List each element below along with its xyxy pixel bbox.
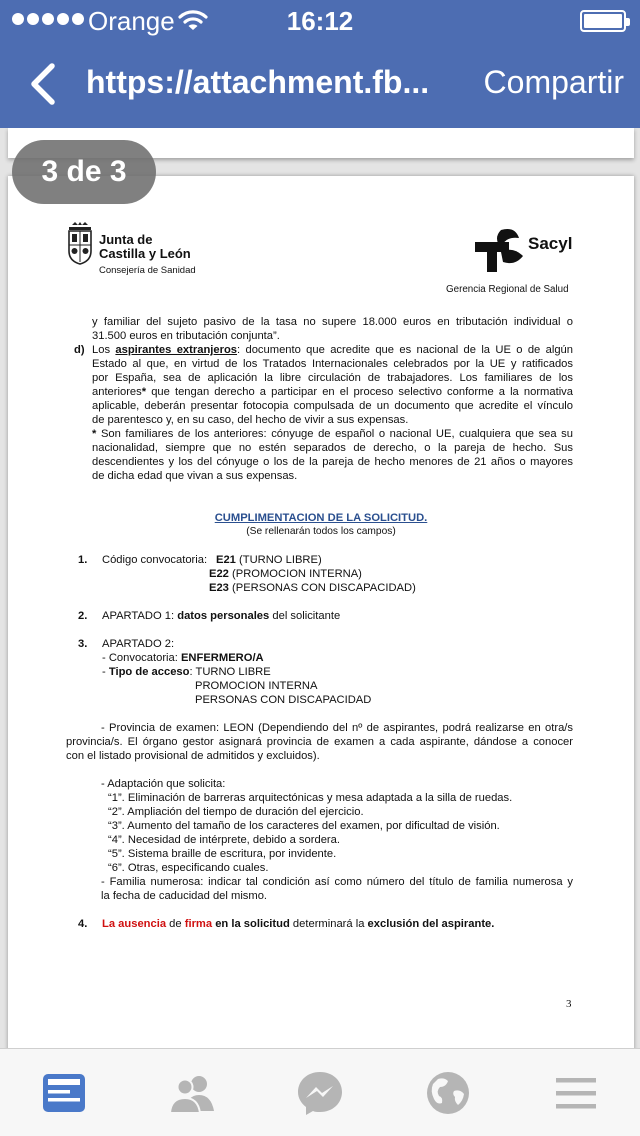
document-viewer[interactable] — [0, 128, 640, 1048]
paragraph-line: de dicha edad que vivan a sus expensas. — [92, 470, 298, 482]
item-number: 2. — [78, 610, 88, 622]
adaptacion-option: “4”. Necesidad de intérprete, debido a sordera. — [108, 834, 340, 846]
text-fragment: : TURNO LIBRE — [189, 666, 271, 678]
text-fragment: - — [102, 666, 109, 678]
paragraph-line: descendientes y los del cónyuge o los de la pareja de hecho menores de 21 años o mayores — [92, 456, 573, 468]
globe-icon[interactable] — [424, 1069, 472, 1117]
adaptacion-heading: - Adaptación que solicita: — [101, 778, 226, 790]
text-fragment: La ausencia — [102, 918, 167, 930]
text-fragment: * — [141, 386, 147, 398]
section-title: CUMPLIMENTACION DE LA SOLICITUD. — [214, 512, 428, 524]
item-number: 3. — [78, 638, 88, 650]
back-chevron-icon[interactable] — [24, 60, 64, 108]
code-description: (PERSONAS CON DISCAPACIDAD) — [228, 582, 416, 594]
text-fragment: en la solicitud — [212, 918, 290, 930]
convocatoria-code-line — [216, 554, 322, 566]
adaptacion-option: “6”. Otras, especificando cuales. — [108, 862, 269, 874]
page-counter-badge: 3 de 3 — [12, 140, 156, 204]
clock: 16:12 — [286, 6, 354, 36]
text-fragment: que tengan derecho a participar en el proceso selectivo conforme a la normativa — [146, 386, 573, 398]
paragraph-line: de parentesco y, en su caso, del hecho de vivir a sus expensas. — [92, 414, 409, 426]
adaptacion-option: “5”. Sistema braille de escritura, por invidente. — [108, 848, 337, 860]
navigation-bar — [0, 40, 640, 128]
familia-numerosa-line: la fecha de caducidad del mismo. — [101, 890, 268, 902]
tipo-acceso-option: PROMOCION INTERNA — [195, 680, 318, 692]
text-fragment: determinará la — [289, 918, 368, 930]
text-fragment: - Convocatoria: — [102, 652, 181, 664]
text-fragment: exclusión del aspirante. — [367, 918, 495, 930]
menu-icon[interactable] — [552, 1069, 600, 1117]
convocatoria-code-line — [209, 582, 416, 594]
code: E23 — [209, 582, 229, 594]
gerencia-label: Gerencia Regional de Salud — [446, 284, 569, 295]
coat-of-arms-icon — [66, 221, 94, 265]
text-fragment: : documento que acredite que es nacional de la UE o de algún — [237, 344, 573, 356]
text-fragment: Los — [92, 344, 116, 356]
paragraph-line — [92, 386, 573, 398]
code: E21 — [216, 554, 236, 566]
top-bar — [0, 0, 640, 128]
list-marker: d) — [74, 344, 85, 356]
document-content — [8, 176, 634, 1048]
text-fragment: Tipo de acceso — [108, 666, 190, 678]
battery-icon — [580, 10, 626, 32]
paragraph-line: por España, sea de aplicación la libre circulación de trabajadores. Los familiares de los — [92, 372, 573, 384]
paragraph-line: nacionalidad, siempre que no estén separados de derecho, o la pareja de hecho. Sus — [92, 442, 573, 454]
adaptacion-option: “1”. Eliminación de barreras arquitectónicas y mesa adaptada a la silla de ruedas. — [108, 792, 513, 804]
convocatoria-code-line — [209, 568, 362, 580]
sacyl-logo-text: Sacyl — [528, 234, 573, 253]
text-fragment: APARTADO 1: — [102, 610, 178, 622]
section-subtitle: (Se rellenarán todos los campos) — [246, 526, 396, 537]
intro-line: 31.500 euros en tributación conjunta”. — [92, 330, 280, 342]
adaptacion-option: “2”. Ampliación del tiempo de duración del ejercicio. — [108, 806, 364, 818]
text-fragment: anteriores — [92, 386, 142, 398]
page-number: 3 — [566, 998, 572, 1010]
code-description: (TURNO LIBRE) — [235, 554, 322, 566]
news-feed-icon[interactable] — [40, 1069, 88, 1117]
adaptacion-option: “3”. Aumento del tamaño de los caracteres del examen, por dificultad de visión. — [108, 820, 500, 832]
paragraph-line: aplicable, deberán presentar fotocopia compulsada de un documento que acredite el vínculo — [92, 400, 573, 412]
sacyl-logo-icon — [475, 228, 525, 272]
text-fragment: * — [92, 428, 101, 440]
provincia-line: con el listado provisional de admitidos y excluidos). — [66, 750, 320, 762]
familia-numerosa-line: - Familia numerosa: indicar tal condición así como número del título de familia numerosa y — [101, 876, 573, 888]
text-fragment: de — [166, 918, 185, 930]
item-text — [102, 918, 494, 930]
text-fragment: ENFERMERO/A — [180, 652, 264, 664]
messenger-icon[interactable] — [296, 1069, 344, 1117]
text-fragment: del solicitante — [269, 610, 341, 622]
tipo-acceso-option: PERSONAS CON DISCAPACIDAD — [195, 694, 372, 706]
item-label: Código convocatoria: — [102, 554, 208, 566]
intro-line: y familiar del sujeto pasivo de la tasa no supere 18.000 euros en tributación individual o — [92, 316, 573, 328]
paragraph-line — [92, 428, 573, 440]
text-fragment: firma — [184, 918, 213, 930]
convocatoria-line — [102, 652, 264, 664]
junta-logo-line2: Castilla y León — [99, 246, 191, 261]
item-text — [102, 610, 340, 622]
code: E22 — [209, 568, 229, 580]
consejeria-label: Consejería de Sanidad — [99, 265, 196, 276]
item-number: 4. — [78, 918, 88, 930]
provincia-line: provincia/s. El órgano gestor asignará provincia de examen a cada aspirante, dándose a conocer — [66, 736, 573, 748]
tipo-acceso-line — [102, 666, 271, 678]
junta-logo-line1: Junta de — [99, 232, 153, 247]
paragraph-line — [92, 344, 573, 356]
provincia-line: - Provincia de examen: LEON (Dependiendo del nº de aspirantes, podrá realizarse en otra/s — [101, 722, 573, 734]
code-description: (PROMOCION INTERNA) — [228, 568, 362, 580]
item-heading: APARTADO 2: — [102, 638, 175, 650]
paragraph-line: Estado al que, en virtud de los Tratados Internacionales celebrados por la UE y ratificados — [92, 358, 573, 370]
document-page — [8, 176, 634, 1048]
tab-bar — [0, 1048, 640, 1136]
text-fragment: aspirantes extranjeros — [115, 344, 238, 356]
text-fragment: Son familiares de los anteriores: cónyuge de español o nacional UE, cualquiera que sea su — [100, 428, 573, 440]
carrier-name: Orange — [88, 6, 175, 36]
page-url: https://attachment.fb... — [86, 64, 430, 100]
text-fragment: datos personales — [177, 610, 270, 622]
friends-icon[interactable] — [168, 1069, 216, 1117]
share-button[interactable]: Compartir — [483, 64, 624, 100]
item-number: 1. — [78, 554, 88, 566]
status-bar — [0, 0, 640, 40]
